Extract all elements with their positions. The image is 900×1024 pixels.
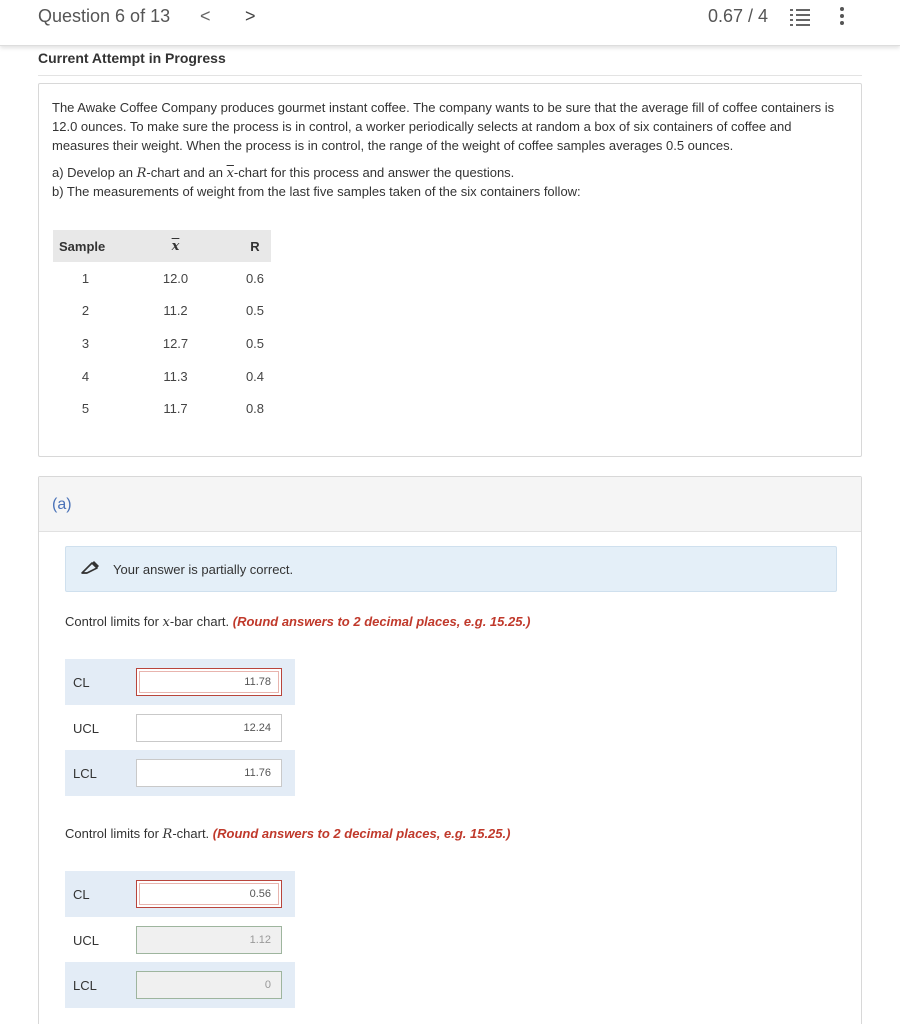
question-part-a-text: a) Develop an R-chart and an $\overline{x}$-chart for this process and answer the questions. xyxy=(52,165,515,181)
samples-table xyxy=(53,230,271,425)
r-lcl-label: LCL xyxy=(73,978,97,993)
r-chart-instructions: Control limits for R-chart. (Round answers to 2 decimal places, e.g. 15.25.) xyxy=(65,826,511,842)
r-cl-label: CL xyxy=(73,887,90,902)
xbar-cl-row xyxy=(65,659,295,705)
more-options-icon[interactable] xyxy=(838,6,846,26)
attempt-status: Current Attempt in Progress xyxy=(38,50,226,66)
next-question-button[interactable]: > xyxy=(245,6,256,26)
feedback-text: Your answer is partially correct. xyxy=(113,562,294,577)
question-panel xyxy=(38,83,862,457)
xbar-lcl-input[interactable] xyxy=(136,759,282,787)
question-part-b-text: b) The measurements of weight from the last five samples taken of the six containers follow: xyxy=(52,184,581,199)
column-header-sample: Sample xyxy=(53,230,112,262)
table-row: 1 12.0 0.6 xyxy=(81,270,265,286)
xbar-ucl-row xyxy=(65,705,295,751)
score-display: 0.67 / 4 xyxy=(708,6,769,26)
r-limits-group xyxy=(65,871,295,1008)
xbar-lcl-label: LCL xyxy=(73,766,97,781)
xbar-instructions: Control limits for x-bar chart. (Round answers to 2 decimal places, e.g. 15.25.) xyxy=(65,614,531,630)
xbar-cl-label: CL xyxy=(73,675,90,690)
r-ucl-row xyxy=(65,917,295,963)
column-header-xbar: $\overline{x}$ xyxy=(112,230,239,262)
part-a-header xyxy=(39,477,861,532)
question-counter: Question 6 of 13 xyxy=(38,6,171,26)
table-row: 2 11.2 0.5 xyxy=(81,303,265,319)
table-row: 3 12.7 0.5 xyxy=(81,335,265,351)
xbar-ucl-input[interactable] xyxy=(136,714,282,742)
r-ucl-label: UCL xyxy=(73,932,100,948)
table-row: 5 11.7 0.8 xyxy=(81,401,265,417)
r-cl-input[interactable] xyxy=(136,880,282,908)
part-label: (a) xyxy=(52,496,72,513)
r-lcl-input[interactable] xyxy=(136,971,282,999)
r-lcl-row xyxy=(65,962,295,1008)
previous-question-button[interactable]: < xyxy=(200,6,211,26)
column-header-r: R xyxy=(239,230,271,262)
feedback-banner xyxy=(65,546,837,592)
r-ucl-input[interactable] xyxy=(136,926,282,954)
xbar-lcl-row xyxy=(65,750,295,796)
pencil-icon xyxy=(80,560,100,576)
question-text: The Awake Coffee Company produces gourmet instant coffee. The company wants to be sure that the average fill of coffee containers is 12.0 ounces. To make sure the process is in control, a worker periodically selects at random a box of six containers of coffee and measures their weight. When the process is in control, the range of the weight of coffee samples averages 0.5 ounces. xyxy=(52,100,835,153)
question-list-icon[interactable] xyxy=(790,8,810,26)
part-a-panel xyxy=(38,476,862,1024)
top-bar xyxy=(0,0,900,46)
xbar-ucl-label: UCL xyxy=(73,720,100,736)
table-row: 4 11.3 0.4 xyxy=(81,368,265,384)
r-cl-row xyxy=(65,871,295,917)
divider xyxy=(38,75,862,76)
xbar-limits-group xyxy=(65,659,295,796)
xbar-cl-input[interactable] xyxy=(136,668,282,696)
